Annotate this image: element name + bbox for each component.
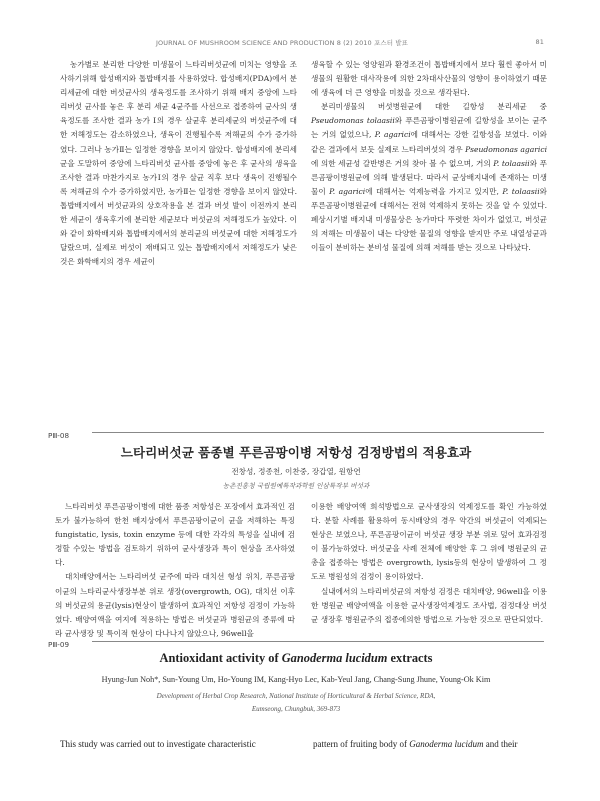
section2-right-column xyxy=(313,739,517,749)
section-code: PⅢ-08 xyxy=(48,431,70,440)
text-run: 분리미생물의 버섯병원균에 대한 길항성 분리세균 중 xyxy=(321,102,547,112)
section1-right-paragraph-2: 실내에서의 느타리버섯균의 저항성 검정은 대치배양, 96well을 이용한 병원균 배양여액을 이용한 균사생장억제정도 조사법, 검정대상 버섯균 생장후 병원균주의 접종에의한 방법으로 가능한 것으로 판단되었다. xyxy=(311,586,547,624)
section-divider xyxy=(92,641,544,642)
abstract-title xyxy=(48,651,544,666)
species-name: Ganoderma lucidum xyxy=(409,739,484,749)
section1-left-paragraph-1: 느타리버섯 푸른곰팡이병에 대한 품종 저항성은 포장에서 효과적인 검토가 불가능하여 한천 배지상에서 푸른곰팡이균이 균을 저해하는 특징 fungistatic, lysis, toxin enzyme 등에 대한 각각의 특성을 실내에 검정할 수있는 방법을 검토하기 위하여 균사생장과 특이 현상을 조사하였다. xyxy=(55,502,295,568)
species-name: Pseudomonas agarici xyxy=(465,144,548,154)
text-run: 에 대해서는 강한 길항성을 보였다. 이와 같은 결과에서 보듯 실제로 느타리버섯의 경우 xyxy=(311,130,547,154)
species-name: Pseudomonas tolaasii xyxy=(311,116,395,126)
section2-left-column: This study was carried out to investigate characteristic xyxy=(60,739,256,749)
top-right-paragraph-2 xyxy=(311,100,547,255)
species-name: Ganoderma lucidum xyxy=(281,651,388,665)
top-left-paragraph: 농가별로 분리한 다양한 미생물이 느타리버섯균에 미치는 영향을 조사하기위해 합성배지와 톱밥배지를 사용하였다. 합성배지(PDA)에서 분리세균에 대한 버섯균사의 생육정도를 조사하기 위해 배지 중앙에 느타리버섯 균사를 놓은 후 분리 세균 4균주를 사선으로 접종하여 균사의 생육정도를 조사한 결과 농가 Ⅰ의 경우 살균후 분리세균의 버섯균주에 대한 저해정도는 감소하였으나, 생육이 진행될수록 저해균의 수가 증가하였다. 그러나 농가Ⅱ는 일정한 경향을 보이지 않았다. 합성배지에 분리세균을 도말하여 중앙에 느타리버섯 균사를 중앙에 놓은 후 균사의 생육을 조사한 결과 마찬가지로 농가Ⅰ의 경우 살균 직후 보다 생육이 진행될수록 저해균의 수가 증가하였지만, 농가Ⅱ는 일정한 경향을 보이지 않았다. 톱밥배지에서 버섯균과의 상호작용을 본 결과 버섯 발이 이전까지 분리한 세균이 생육후기에 분리한 세균보다 버섯균의 저해정도가 높았다. 이와 같이 화학배지와 톱밥배지에서의 분리균의 버섯균에 대한 저해정도가 달랐으며, 실제로 버섯이 재배되고 있는 톱밥배지에서 저해정도가 낮은 것은 화학배지의 경우 세균이 xyxy=(60,60,297,267)
text-run: 와 푸른곰팡이병원균에 대해서는 전혀 억제하지 못하는 것을 알 수 있었다. 폐상시기별 배지내 미생물상은 농가마다 뚜렷한 차이가 없었고, 버섯균의 저해는 미생물이 내는 다양한 물질의 영향을 받지만 주로 내열성균과 이들이 분비하는 분비성 물질에 의해 저해를 받는 것으로 나타났다. xyxy=(311,186,547,253)
species-name: P. agarici xyxy=(374,130,411,140)
author-list: 전창성, 정종천, 이찬중, 장갑열, 원항연 xyxy=(231,467,361,476)
text-run: pattern of fruiting body of xyxy=(313,739,410,749)
affiliation-line-1: Development of Herbal Crop Research, National Institute of Horticultural & Herbal Science, RDA, xyxy=(156,692,436,700)
text-run: 에 대해서는 억제능력을 가지고 있지만, xyxy=(365,186,503,196)
species-name: P. agarici xyxy=(329,186,366,196)
section-code: PⅢ-09 xyxy=(48,640,70,649)
page-number: 81 xyxy=(535,38,544,46)
author-list: Hyung-Jun Noh*, Sun-Young Um, Ho-Young IM, Kang-Hyo Lec, Kab-Yeul Jang, Chang-Sung Jhune, Young-Ok Kim xyxy=(101,675,491,684)
section-divider xyxy=(92,432,544,433)
section1-right-paragraph-1: 이용한 배양여액 희석방법으로 균사생장의 억제정도를 확인 가능하였다. 분할 사례를 활용하여 동시배양의 경우 약간의 버섯균이 억제되는 현상은 보였으나, 푸른곰팡이균이 버섯균 생장 부분 위로 덮어 효과검정이 불가능하였다. 버섯균을 사례 전체에 배양한 후 그 위에 병원균의 균총을 접종하는 방법은 overgrowth, lysis등의 현상이 발생하여 그 정도로 병원성의 검정이 용이하였다. xyxy=(311,502,547,582)
section1-left-column xyxy=(55,500,295,641)
text-run: 와 푸른곰팡이병원균에 의해 발생된다. 따라서 균상배지내에 존재하는 미생물이 xyxy=(311,158,547,196)
abstract-title: 느타리버섯균 품종별 푸른곰팡이병 저항성 검정방법의 적용효과 xyxy=(120,445,472,460)
top-right-paragraph-1: 생육할 수 있는 영양원과 환경조건이 톱밥배지에서 보다 훨씬 좋아서 미생물의 원활한 대사작용에 의한 2차대사산물의 영향이 용이하였기 때문에 생육에 더 큰 영향을 미쳤을 것으로 생각된다. xyxy=(311,60,547,98)
species-name: P. tolaasii xyxy=(493,158,530,168)
title-text: extracts xyxy=(387,651,433,665)
species-name: P. tolaasii xyxy=(502,186,540,196)
journal-title: JOURNAL OF MUSHROOM SCIENCE AND PRODUCTION 8 (2) 2010 포스터 발표 xyxy=(156,39,408,47)
title-text: Antioxidant activity of xyxy=(159,651,282,665)
affiliation-line-2: Eumseong, Chungbuk, 369-873 xyxy=(251,705,341,713)
text-run: 에 의한 세균성 갈반병은 거의 찾아 볼 수 없으며, 거의 xyxy=(311,158,494,168)
text-run: 와 푸른곰팡이병원균에 길항성을 보이는 균주는 거의 없었으나, xyxy=(311,116,547,140)
text-run: and their xyxy=(483,739,518,749)
affiliation: 농촌진흥청 국립원예특작과학원 인삼특작부 버섯과 xyxy=(222,482,370,490)
top-right-column xyxy=(311,58,547,255)
top-left-column xyxy=(60,58,297,269)
section1-right-column xyxy=(311,500,547,627)
section1-left-paragraph-2: 대치배양에서는 느타리버섯 균주에 따라 대치선 형성 위치, 푸른곰팡이균의 느타리균사생장부분 위로 생장(overgrowth, OG), 대치선 이후의 버섯균의 용균(lysis)현상이 발생하여 효과적인 저항성 검정이 가능하였다. 배양여액을 여지에 적용하는 방법은 버섯균과 병원균의 종류에 따라 균사생장 및 특이적 현상이 다나나지 않았으나, 96well을 xyxy=(55,572,295,638)
